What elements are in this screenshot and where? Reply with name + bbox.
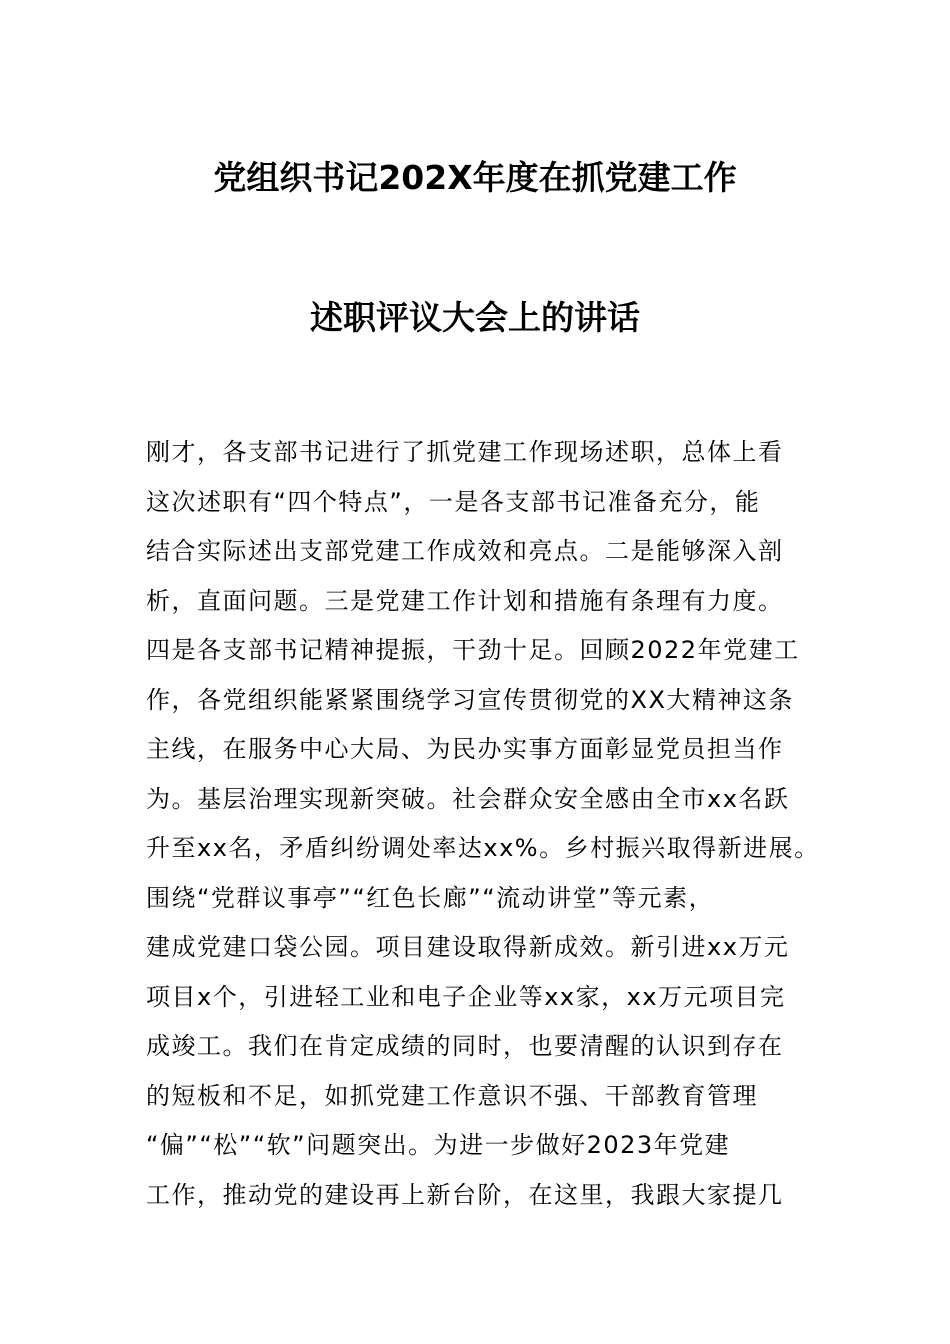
body-line: 的短板和不足，如抓党建工作意识不强、干部教育管理 xyxy=(146,1081,758,1110)
body-line: 这次述职有“四个特点”，一是各支部书记准备充分，能 xyxy=(146,487,761,516)
body-line: 为。基层治理实现新突破。社会群众安全感由全市xx名跃 xyxy=(146,784,790,813)
document-title-line-2: 述职评议大会上的讲话 xyxy=(310,298,640,337)
body-line: 四是各支部书记精神提振，干劲十足。回顾2022年党建工 xyxy=(146,636,800,664)
body-line: 结合实际述出支部党建工作成效和亮点。二是能够深入剖 xyxy=(146,537,784,565)
body-line: 成竣工。我们在肯定成绩的同时，也要清醒的认识到存在 xyxy=(146,1032,784,1060)
body-line: 围绕“党群议事亭”“红色长廊”“流动讲堂”等元素， xyxy=(146,883,715,912)
body-line: 刚才，各支部书记进行了抓党建工作现场述职，总体上看 xyxy=(146,438,784,466)
body-line: 作，各党组织能紧紧围绕学习宣传贯彻党的XX大精神这条 xyxy=(146,685,794,714)
body-line: 析，直面问题。三是党建工作计划和措施有条理有力度。 xyxy=(146,586,784,615)
body-line: 项目x个，引进轻工业和电子企业等xx家，xx万元项目完 xyxy=(146,982,786,1011)
body-line: 升至xx名，矛盾纠纷调处率达xx%。乡村振兴取得新进展。 xyxy=(146,834,820,862)
body-line: 工作，推动党的建设再上新台阶，在这里，我跟大家提几 xyxy=(146,1180,784,1209)
document-body xyxy=(146,428,846,1220)
body-line: “偏”“松”“软”问题突出。为进一步做好2023年党建 xyxy=(146,1131,731,1159)
body-line: 建成党建口袋公园。项目建设取得新成效。新引进xx万元 xyxy=(146,933,790,961)
body-line: 主线，在服务中心大局、为民办实事方面彰显党员担当作 xyxy=(146,735,784,763)
document-title-line-1: 党组织书记202X年度在抓党建工作 xyxy=(213,158,737,197)
